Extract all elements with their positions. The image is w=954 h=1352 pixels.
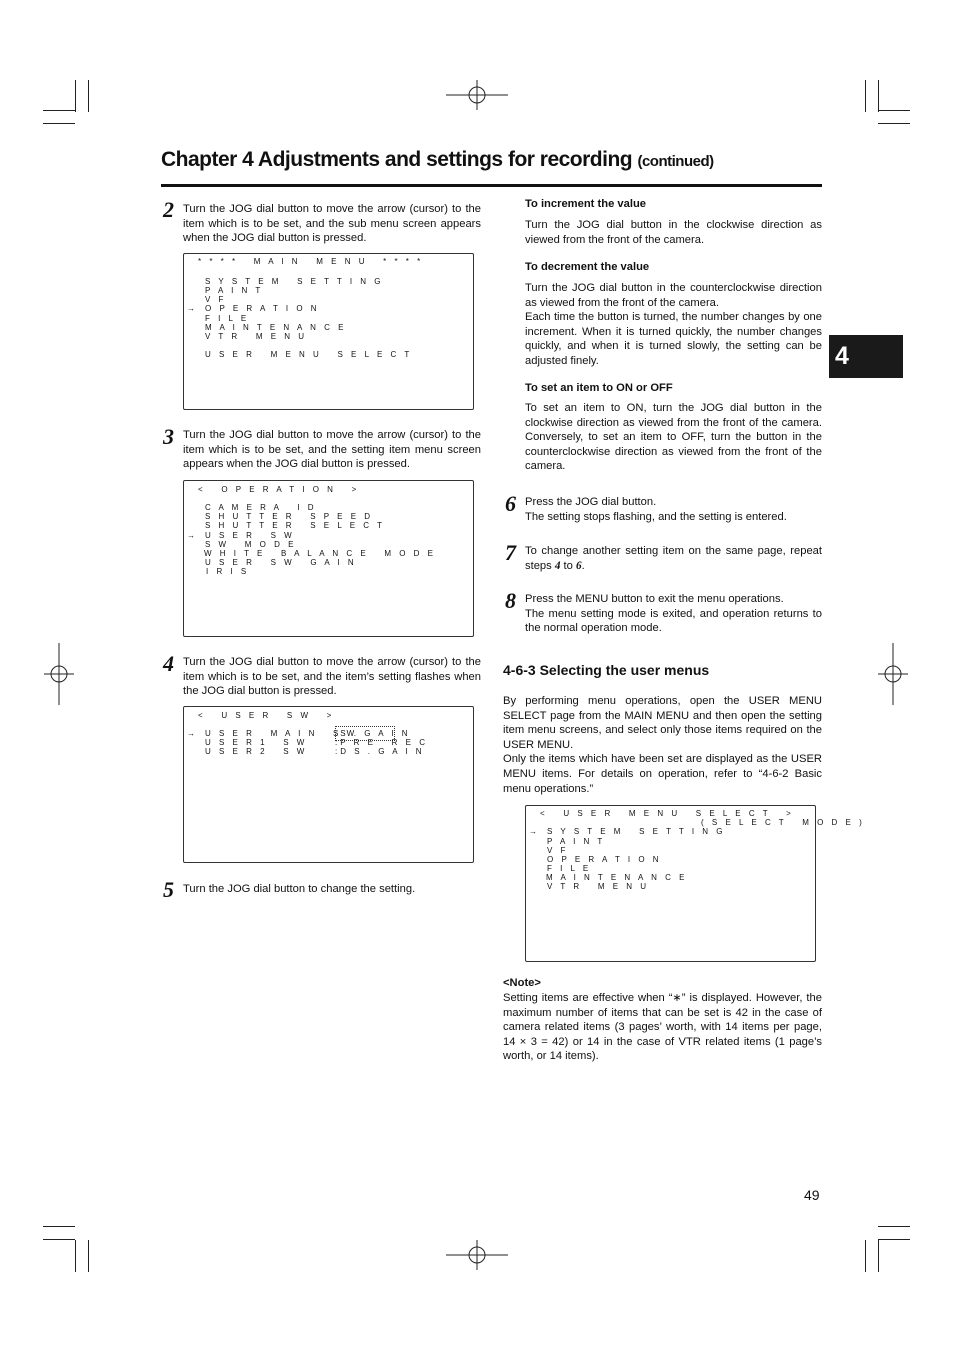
menu-item: U S E R 1 S W: [205, 738, 308, 747]
chapter-tab-number: 4: [835, 342, 849, 370]
select-mode-label: ( S E L E C T M O D E ): [701, 818, 865, 827]
menu-item: V F: [205, 295, 227, 304]
crop-mark: [865, 80, 866, 112]
step-number: 5: [163, 877, 174, 902]
menu-item: I R I S: [206, 567, 250, 576]
crop-mark: [878, 110, 910, 111]
menu-item: F I L E: [205, 314, 250, 323]
step-text-part: To change another setting item on the same page, repeat steps: [525, 545, 822, 572]
screen-title: < O P E R A T I O N >: [198, 485, 360, 494]
user-sw-screen: [183, 706, 474, 863]
step-number: 2: [163, 197, 174, 222]
menu-item: U S E R S W G A I N: [205, 558, 357, 567]
body-text: Turn the JOG dial button in the counterclockwise direction as viewed from the front of the camera. Each time the button is turned, the number changes by one increment. When it is turned quickly, the number changes quickly, and when it is turned slowly, the setting can be adjusted finely.: [525, 282, 822, 367]
crop-mark: [43, 1226, 75, 1227]
screen-title: < U S E R M E N U S E L E C T >: [540, 809, 794, 818]
crop-mark: [878, 1239, 910, 1240]
chapter-title: [161, 148, 714, 172]
menu-item: O P E R A T I O N: [547, 855, 662, 864]
step-text-part: .: [581, 559, 585, 572]
step-ref: 4: [554, 559, 561, 572]
note-text: Setting items are effective when “∗” is displayed. However, the maximum number of items that can be set is 42 in the case of camera related items (3 pages’ worth, with 14 items per page, 14 × 3 = 42) or 14 in the case of VTR related items (1 page’s worth, or 14 items).: [503, 992, 822, 1063]
menu-item: S Y S T E M S E T T I N G: [547, 827, 726, 836]
menu-item: V F: [547, 846, 569, 855]
crop-mark: [43, 123, 75, 124]
menu-item: S W M O D E: [205, 540, 297, 549]
chapter-title-text: Chapter 4 Adjustments and settings for recording: [161, 148, 633, 171]
step-number: 8: [505, 588, 516, 613]
step-text: Turn the JOG dial button to move the arrow (cursor) to the item which is to be set, and the setting item menu screen appears when the JOG dial button is pressed.: [183, 429, 481, 471]
step-text: Turn the JOG dial button to change the setting.: [183, 883, 416, 895]
menu-item: S H U T T E R S P E E D: [205, 512, 374, 521]
crop-mark: [865, 1240, 866, 1272]
step-ref: 6: [576, 559, 582, 572]
crop-mark: [878, 1226, 910, 1227]
step-text: [525, 544, 822, 573]
registration-mark-icon: [446, 1240, 508, 1270]
crop-mark: [878, 123, 910, 124]
menu-item: V T R M E N U: [547, 882, 650, 891]
step-number: 3: [163, 424, 174, 449]
body-text: To set an item to ON, turn the JOG dial button in the clockwise direction as viewed from the front of the camera. Conversely, to set an item to OFF, turn the button in the counterclockwise direction as viewed from the front of the camera.: [525, 402, 822, 473]
body-text: Turn the JOG dial button in the clockwise direction as viewed from the front of the camera.: [525, 219, 822, 246]
main-menu-screen: [183, 253, 474, 410]
menu-item: U S E R 2 S W: [205, 747, 308, 756]
menu-cursor-arrow: →: [529, 827, 540, 836]
registration-mark-icon: [446, 80, 508, 110]
menu-item: W H I T E B A L A N C E M O D E: [204, 549, 436, 558]
menu-item: M A I N T E N A N C E: [205, 323, 347, 332]
note-heading: <Note>: [503, 977, 541, 989]
step-number: 6: [505, 491, 516, 516]
menu-value: :S . G A I N: [335, 729, 411, 738]
page-number: 49: [804, 1187, 820, 1203]
crop-mark: [75, 80, 76, 112]
step-number: 4: [163, 651, 174, 676]
registration-mark-icon: [44, 643, 74, 705]
chapter-tab: [829, 335, 903, 378]
crop-mark: [43, 1239, 75, 1240]
operation-screen: [183, 480, 474, 637]
crop-mark: [878, 80, 879, 112]
step-text: Turn the JOG dial button to move the arrow (cursor) to the item which is to be set, and the item’s setting flashes when the JOG dial button is pressed.: [183, 656, 481, 698]
title-rule: [161, 184, 822, 187]
menu-item: U S E R M A I N S W: [205, 729, 358, 738]
menu-value: :P R E R E C: [335, 738, 428, 747]
crop-mark: [75, 1240, 76, 1272]
menu-item: S H U T T E R S E L E C T: [205, 521, 385, 530]
screen-title: * * * * M A I N M E N U * * * *: [198, 257, 424, 266]
menu-item: U S E R M E N U S E L E C T: [205, 350, 413, 359]
menu-item: O P E R A T I O N: [205, 304, 320, 313]
step-text: Press the MENU button to exit the menu operations. The menu setting mode is exited, and operation returns to the normal operation mode.: [525, 593, 822, 635]
menu-item: P A I N T: [547, 837, 606, 846]
user-menu-select-screen: [525, 805, 865, 962]
subheading: To set an item to ON or OFF: [525, 382, 673, 394]
menu-item: P A I N T: [205, 286, 264, 295]
step-text: Turn the JOG dial button to move the arrow (cursor) to the item which is to be set, and the sub menu screen appears when the JOG dial button is pressed.: [183, 203, 481, 245]
step-text-part: to: [560, 559, 576, 572]
menu-item: C A M E R A I D: [205, 503, 317, 512]
menu-item: V T R M E N U: [205, 332, 308, 341]
menu-item: M A I N T E N A N C E: [546, 873, 688, 882]
section-title: 4-6-3 Selecting the user menus: [503, 662, 710, 678]
menu-cursor-arrow: →: [187, 531, 198, 540]
continued-label: (continued): [637, 153, 714, 170]
screen-title: < U S E R S W >: [198, 711, 335, 720]
step-number: 7: [505, 540, 516, 565]
subheading: To decrement the value: [525, 261, 650, 273]
crop-mark: [88, 1240, 89, 1272]
menu-item: U S E R S W: [205, 531, 295, 540]
registration-mark-icon: [878, 643, 908, 705]
crop-mark: [43, 110, 75, 111]
menu-item: F I L E: [547, 864, 592, 873]
menu-value: :D S . G A I N: [335, 747, 425, 756]
crop-mark: [878, 1240, 879, 1272]
subheading: To increment the value: [525, 198, 647, 210]
step-text: Press the JOG dial button. The setting stops flashing, and the setting is entered.: [525, 496, 787, 523]
menu-item: S Y S T E M S E T T I N G: [205, 277, 384, 286]
section-body: By performing menu operations, open the USER MENU SELECT page from the MAIN MENU and then open the setting item menu screens, and select only those items required on the USER MENU. Only the items which have been set are displayed as the USER MENU items. For details on operation, refer to “4-6-2 Basic menu operations.”: [503, 695, 822, 795]
crop-mark: [88, 80, 89, 112]
menu-cursor-arrow: →: [187, 729, 198, 738]
menu-cursor-arrow: →: [187, 304, 198, 313]
